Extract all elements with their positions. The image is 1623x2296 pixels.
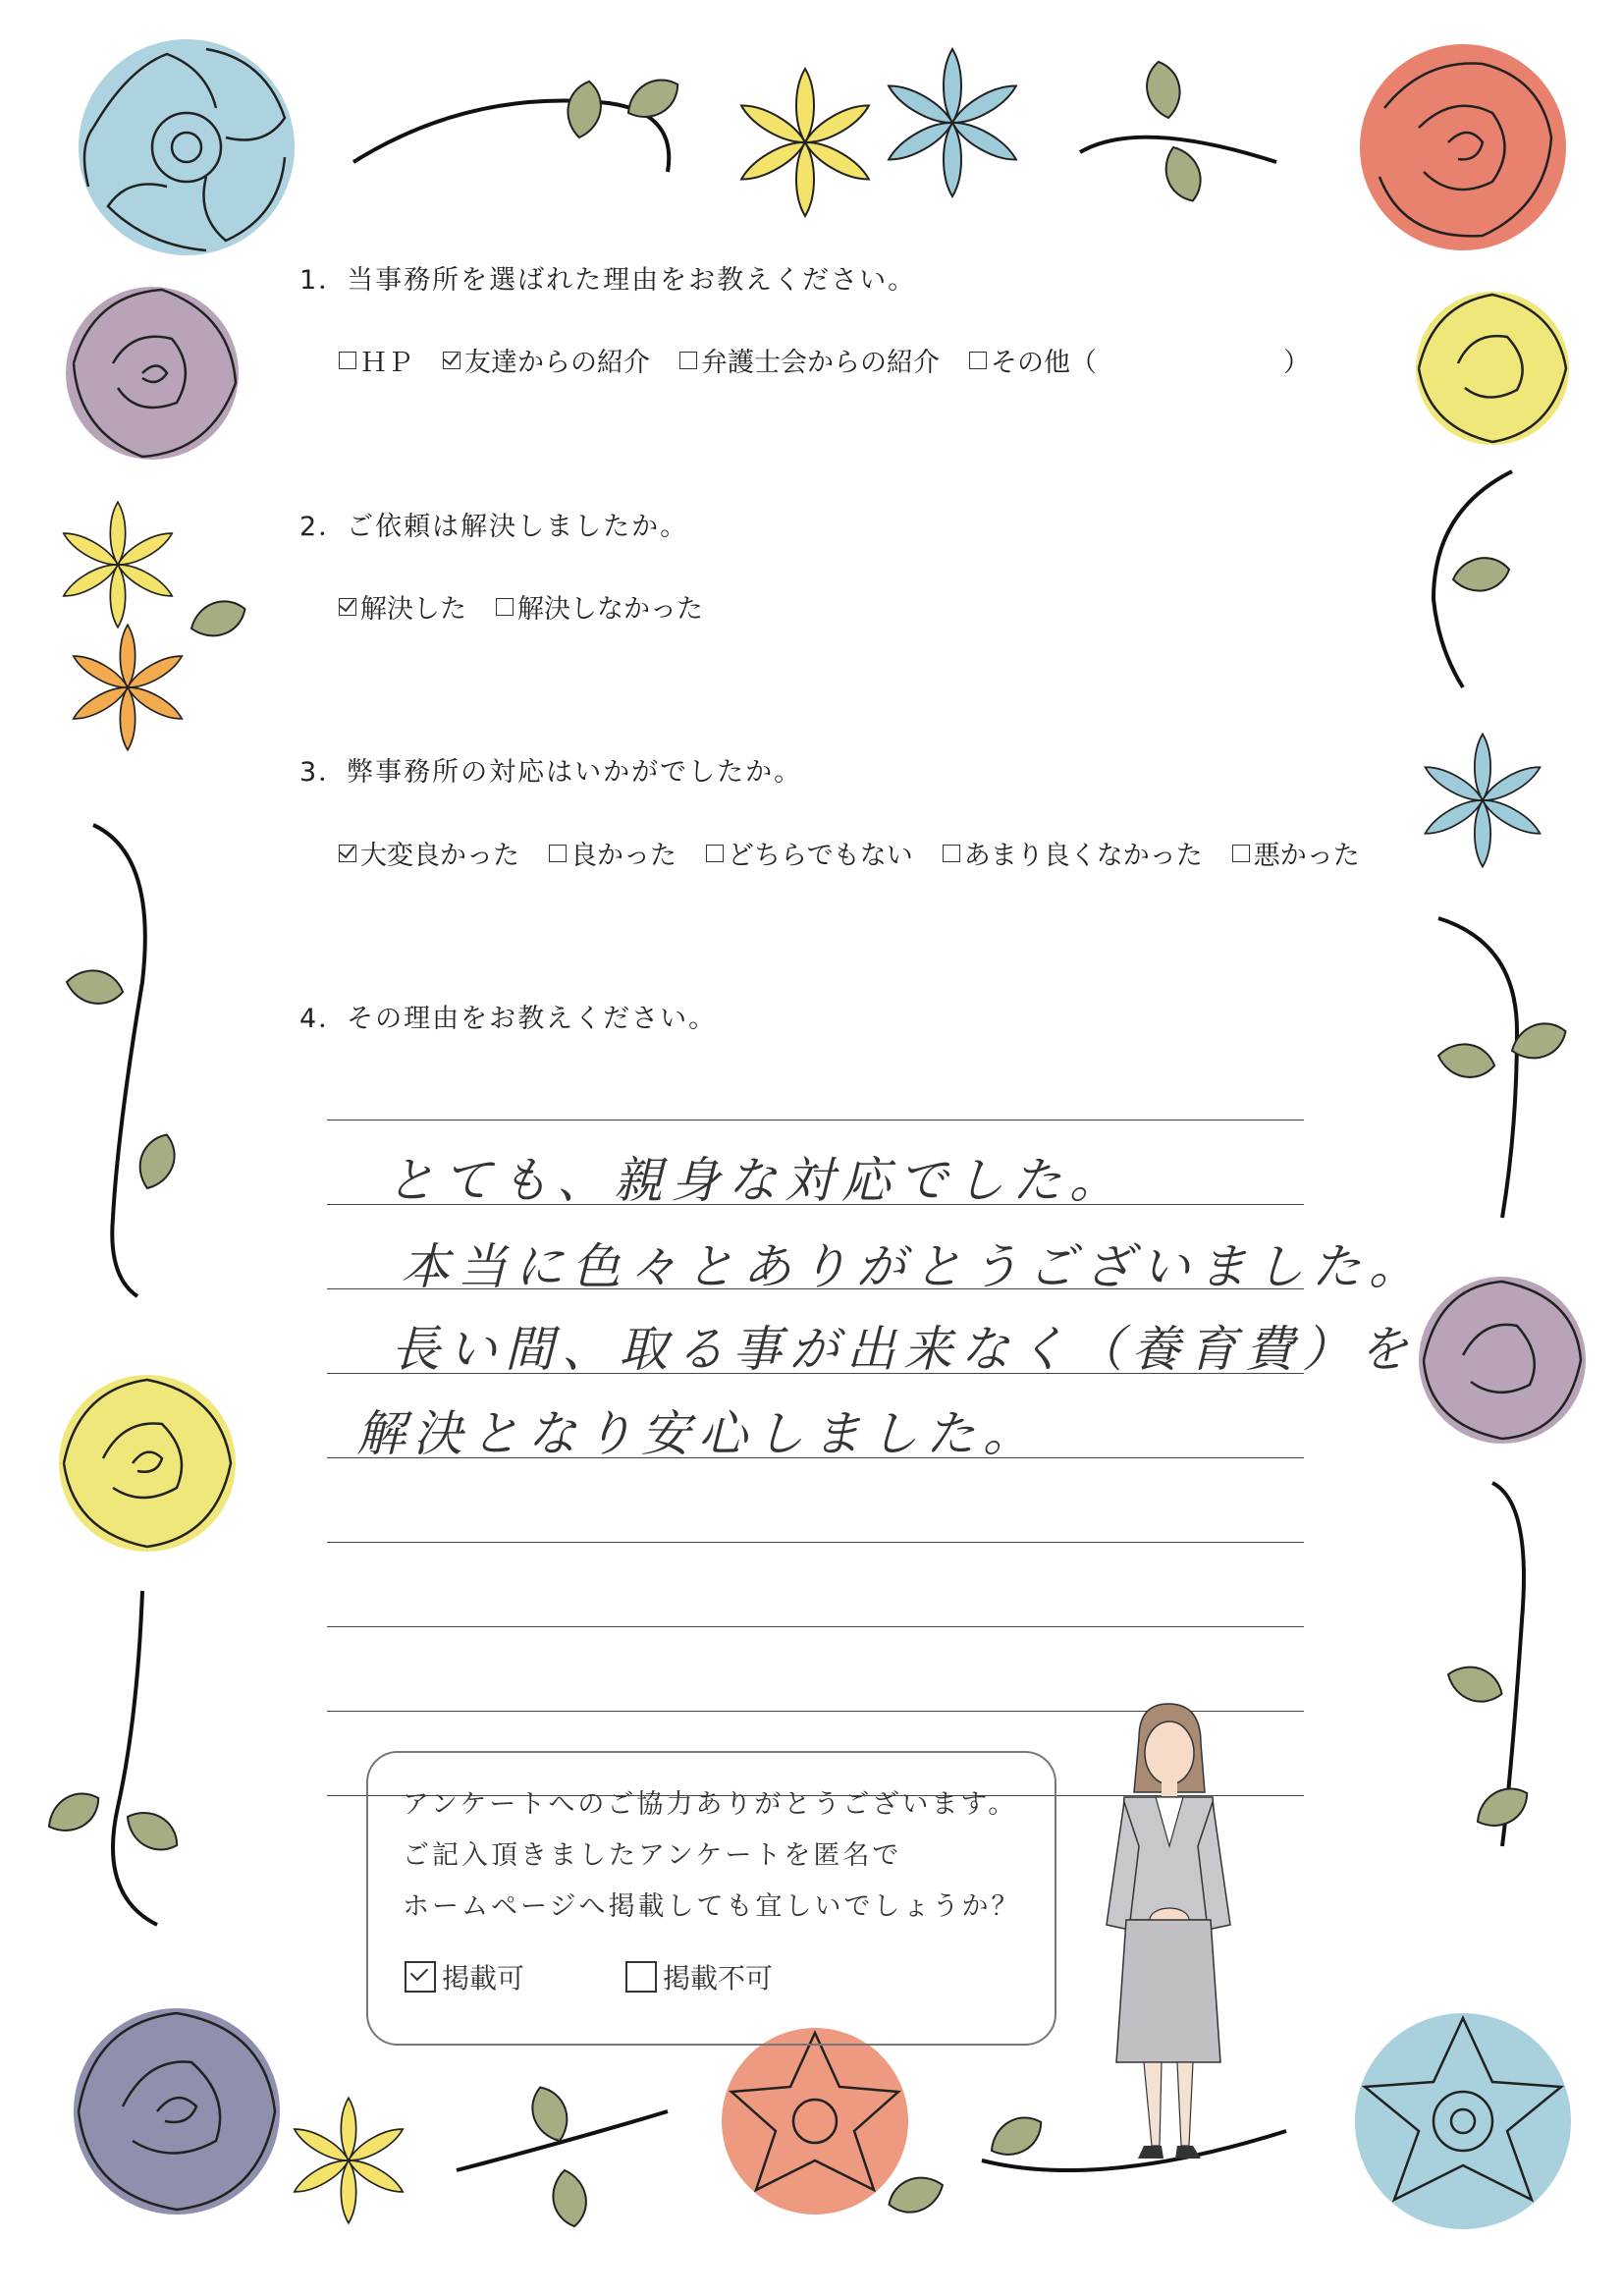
bottom-yellow-daisy-icon: [291, 2098, 406, 2223]
checkbox-icon[interactable]: [625, 1961, 657, 1993]
consent-line-3: ホームページへ掲載しても宜しいでしょうか？: [403, 1891, 1021, 1922]
right-vine-icon: [1434, 471, 1571, 1846]
checkbox-icon[interactable]: [549, 845, 567, 862]
left-vine-icon: [41, 825, 186, 1925]
navy-rose-icon: [74, 2008, 280, 2214]
checkbox-icon[interactable]: [679, 352, 697, 369]
right-blue-daisy-icon: [1421, 735, 1543, 867]
q2-option-resolved[interactable]: 解決した: [339, 587, 466, 626]
checked-checkbox-icon[interactable]: [405, 1961, 436, 1993]
checked-checkbox-icon[interactable]: [339, 598, 356, 616]
red-rose-icon: [1360, 44, 1566, 250]
q1-option-bar-association[interactable]: 弁護士会からの紹介: [679, 341, 940, 379]
orange-daisy-icon: [70, 625, 186, 750]
coral-dahlia-icon: [722, 2028, 908, 2214]
handwritten-line-4: 解決となり安心しました。: [356, 1405, 1040, 1462]
yellow-daisy-icon: [737, 69, 874, 216]
handwritten-line-2: 本当に色々とありがとうございました。: [401, 1238, 1426, 1295]
checkbox-icon[interactable]: [1232, 845, 1250, 862]
q3-option-neutral[interactable]: どちらでもない: [706, 834, 913, 872]
bottom-vine-icon: [457, 2082, 668, 2229]
handwritten-line-1: とても、親身な対応でした。: [386, 1152, 1126, 1209]
leaf-icon: [186, 594, 250, 644]
consent-option-deny[interactable]: 掲載不可: [625, 1957, 773, 1996]
q3-option-not-good[interactable]: あまり良くなかった: [943, 834, 1203, 872]
question-1: 1．当事務所を選ばれた理由をお教えください。: [299, 265, 917, 296]
right-purple-rose-icon: [1419, 1277, 1586, 1444]
checked-checkbox-icon[interactable]: [443, 352, 460, 369]
q1-option-other[interactable]: その他（ ）: [969, 341, 1310, 379]
purple-rose-icon: [66, 287, 239, 460]
answer-rule: [327, 1120, 1304, 1121]
handwritten-line-3: 長い間、取る事が出来なく（養育費）を: [391, 1321, 1416, 1378]
answer-rule: [327, 1626, 1304, 1627]
answer-rule: [327, 1542, 1304, 1543]
consent-option-allow[interactable]: 掲載可: [405, 1957, 524, 1996]
yellow-rose-icon: [59, 1375, 236, 1552]
checkbox-icon[interactable]: [706, 845, 724, 862]
q3-option-bad[interactable]: 悪かった: [1232, 834, 1360, 872]
q1-option-friend[interactable]: 友達からの紹介: [443, 341, 650, 379]
q1-option-hp[interactable]: ＨＰ: [339, 341, 413, 379]
checked-checkbox-icon[interactable]: [339, 845, 356, 862]
small-yellow-daisy-icon: [60, 502, 176, 628]
question-4: 4．その理由をお教えください。: [299, 1004, 718, 1034]
question-2: 2．ご依頼は解決しましたか。: [299, 512, 689, 542]
question-3-options: [339, 834, 1389, 872]
businesswoman-illustration-icon: [1095, 1699, 1242, 2170]
right-yellow-rose-icon: [1416, 292, 1569, 445]
question-2-options: [339, 587, 732, 626]
blue-succulent-icon: [79, 39, 295, 255]
consent-line-1: アンケートへのご協力ありがとうございます。: [403, 1789, 1018, 1820]
checkbox-icon[interactable]: [969, 352, 987, 369]
checkbox-icon[interactable]: [339, 352, 356, 369]
question-3: 3．弊事務所の対応はいかがでしたか。: [299, 757, 803, 788]
consent-line-2: ご記入頂きましたアンケートを匿名で: [403, 1840, 902, 1871]
q3-option-good[interactable]: 良かった: [549, 834, 676, 872]
q3-option-very-good[interactable]: 大変良かった: [339, 834, 519, 872]
top-right-vine-icon: [1080, 59, 1276, 206]
bottom-blue-succulent-icon: [1355, 2013, 1571, 2229]
question-1-options: [339, 341, 1339, 379]
checkbox-icon[interactable]: [943, 845, 960, 862]
blue-daisy-icon: [885, 49, 1021, 196]
consent-box: [366, 1751, 1056, 2046]
q2-option-not-resolved[interactable]: 解決しなかった: [496, 587, 703, 626]
top-vine-icon: [353, 71, 685, 172]
checkbox-icon[interactable]: [496, 598, 514, 616]
